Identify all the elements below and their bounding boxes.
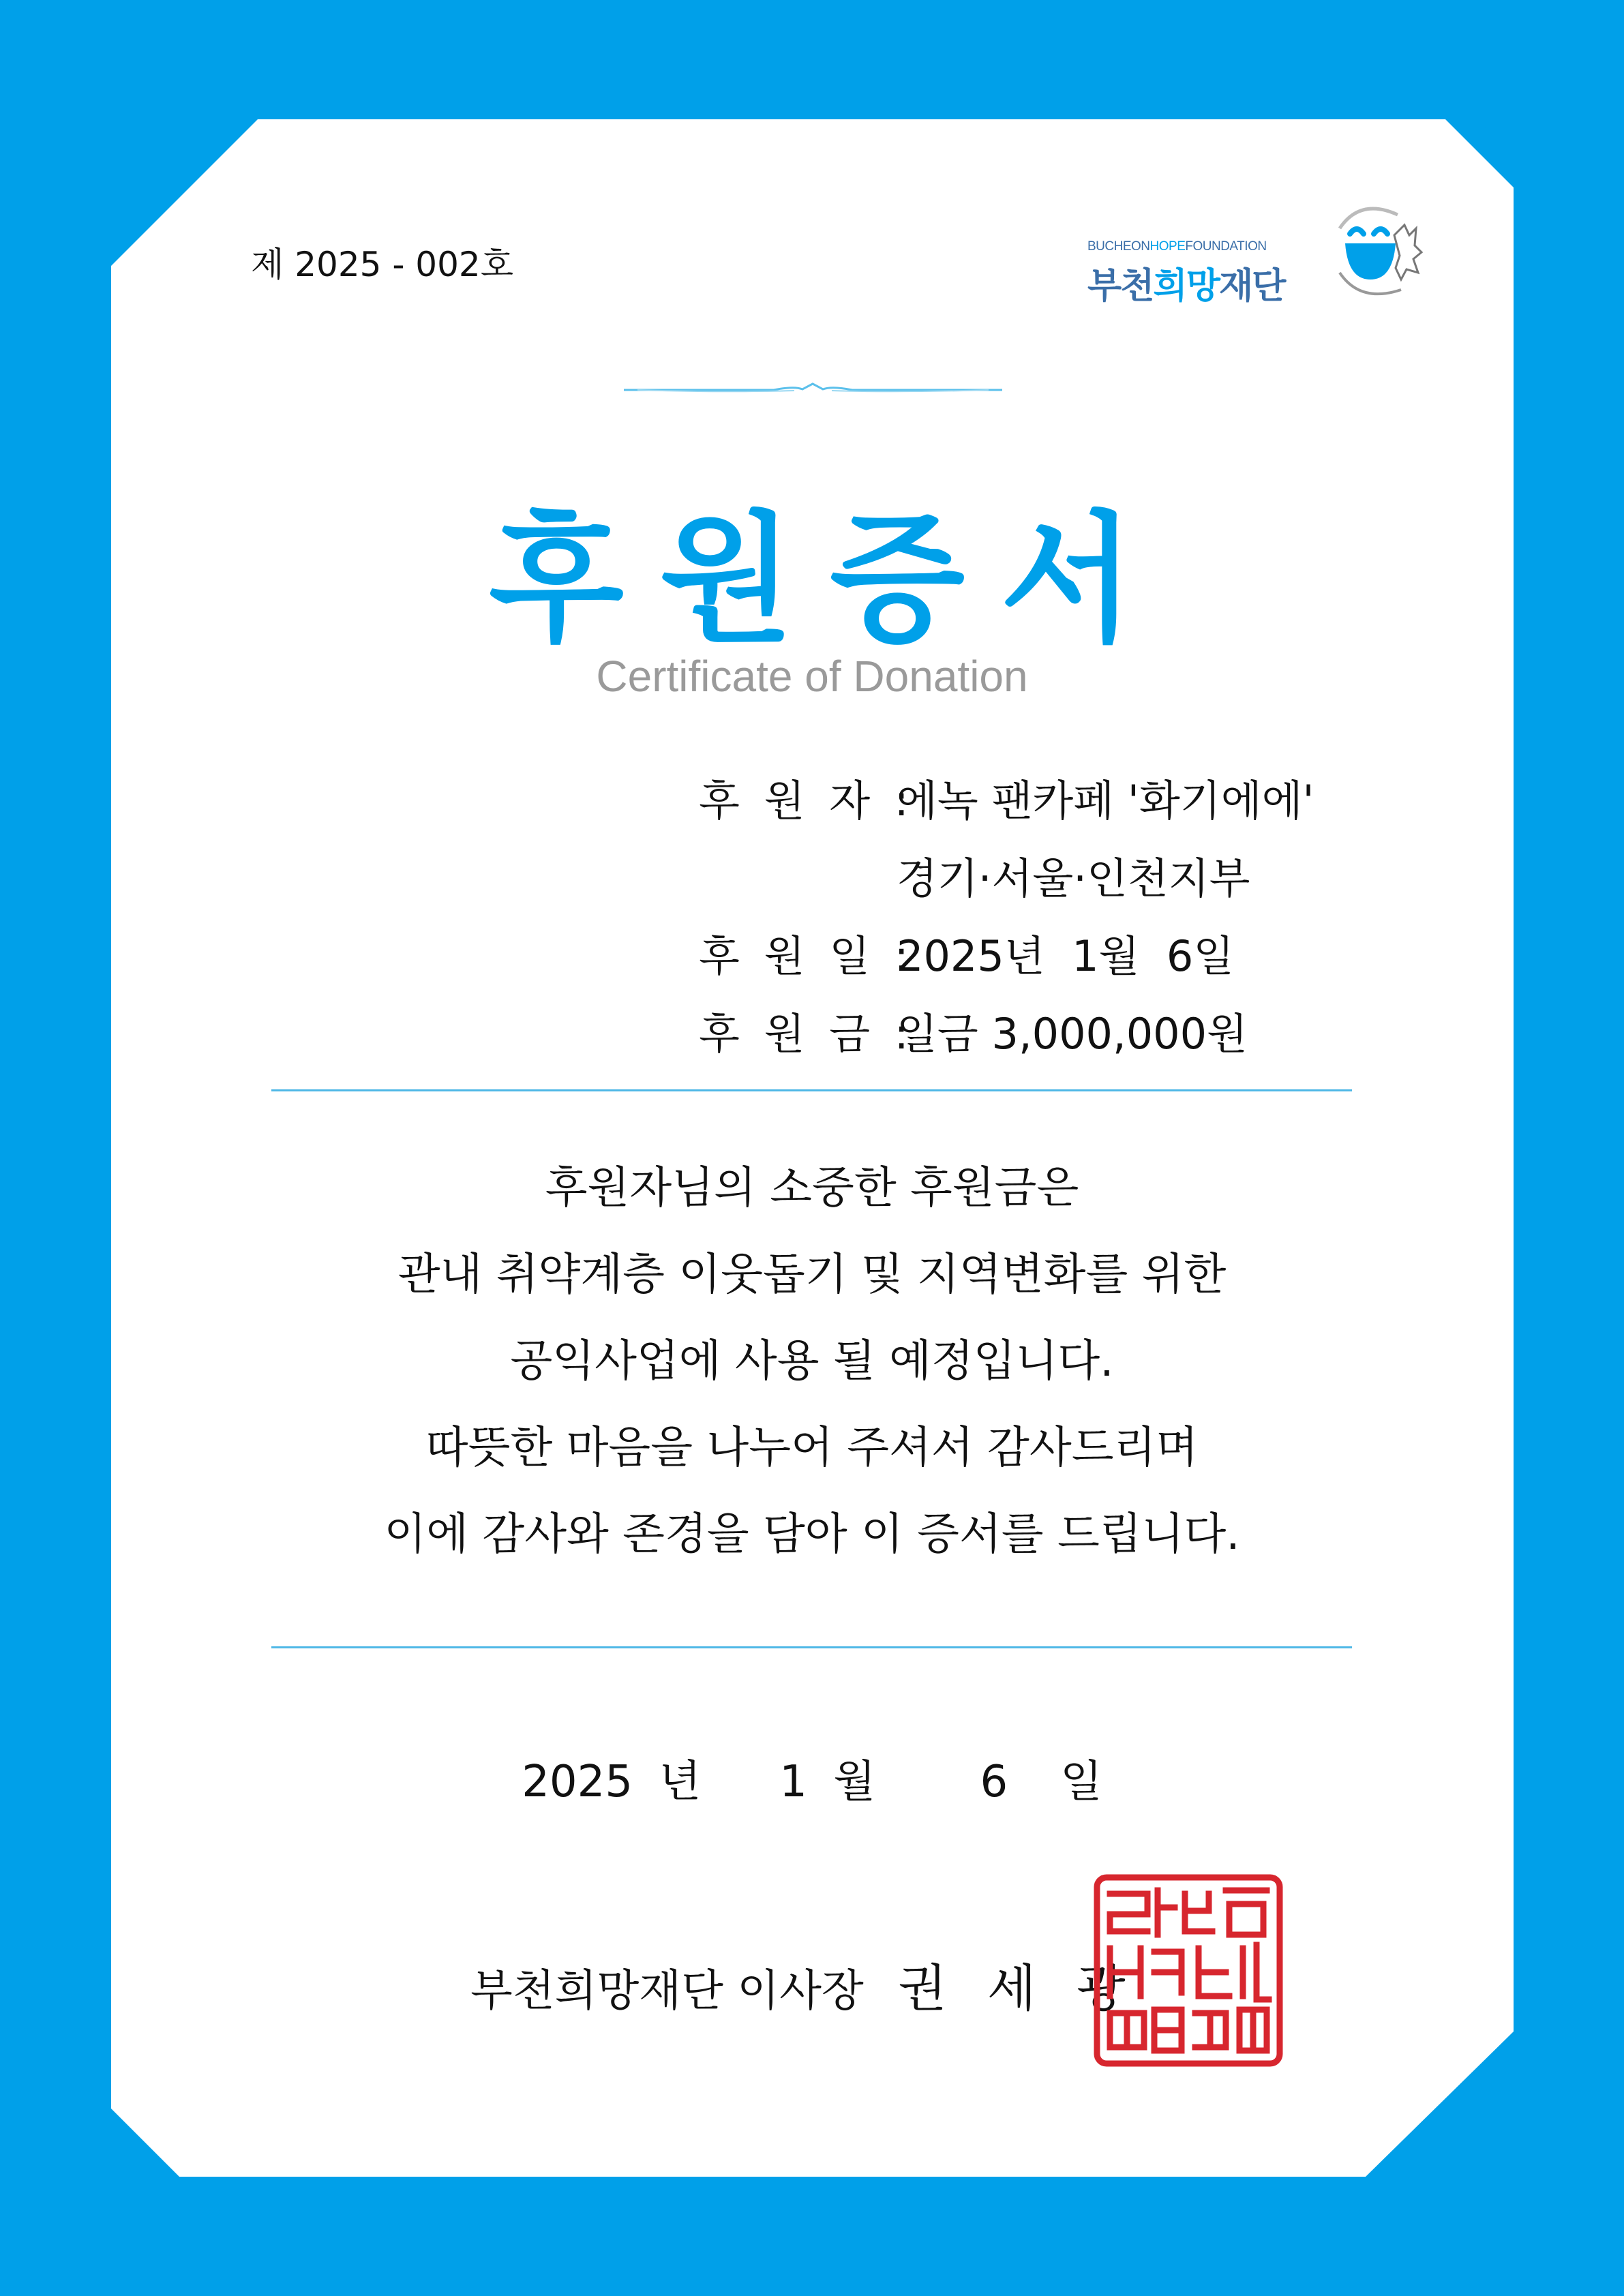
amount-value: 일금 3,000,000원 <box>897 1008 1248 1059</box>
foundation-logo <box>1087 194 1435 310</box>
donation-info <box>699 758 1314 1069</box>
logo-english-text: BUCHEONHOPEFOUNDATION <box>1087 239 1267 254</box>
donor-label: 후 원 자 : <box>699 775 914 826</box>
logo-korean-text: 부천희망재단 <box>1087 266 1285 307</box>
amount-row <box>699 991 1314 1069</box>
divider-bottom <box>271 1646 1352 1648</box>
body-line: 공익사업에 사용 될 예정입니다. <box>510 1336 1114 1387</box>
date-value: 2025년 1월 6일 <box>897 931 1235 981</box>
official-seal-stamp <box>1093 1873 1284 2068</box>
certificate-title: 후원증서 <box>488 499 1171 661</box>
signatory-name: 권 세 광 <box>898 1959 1138 2018</box>
signatory-title: 부천희망재단 이사장 <box>470 1966 864 2016</box>
issue-date: 2025 년 1 월 6 일 <box>522 1757 1102 1807</box>
certificate-body <box>0 1145 1624 1578</box>
body-line: 따뜻한 마음을 나누어 주셔서 감사드리며 <box>425 1423 1199 1473</box>
date-row <box>699 913 1314 991</box>
donor-row <box>699 758 1314 836</box>
title-ornament <box>624 382 1002 398</box>
donor-row-continued <box>699 836 1314 913</box>
body-line: 이에 감사와 존경을 담아 이 증서를 드립니다. <box>384 1509 1240 1560</box>
donor-value: 에녹 팬카페 '화기에에' <box>897 775 1314 826</box>
date-label: 후 원 일 : <box>699 931 914 981</box>
certificate-number: 제 2025 - 002호 <box>251 245 514 284</box>
divider-top <box>271 1089 1352 1091</box>
body-line: 후원자님의 소중한 후원금은 <box>545 1163 1079 1213</box>
donor-branch-value: 경기·서울·인천지부 <box>897 853 1250 903</box>
smiley-face-icon <box>1319 194 1435 310</box>
certificate-subtitle: Certificate of Donation <box>596 652 1028 701</box>
body-line: 관내 취약계층 이웃돕기 및 지역변화를 위한 <box>397 1250 1227 1300</box>
signature-line <box>470 1948 1138 2021</box>
amount-label: 후 원 금 : <box>699 1008 914 1059</box>
